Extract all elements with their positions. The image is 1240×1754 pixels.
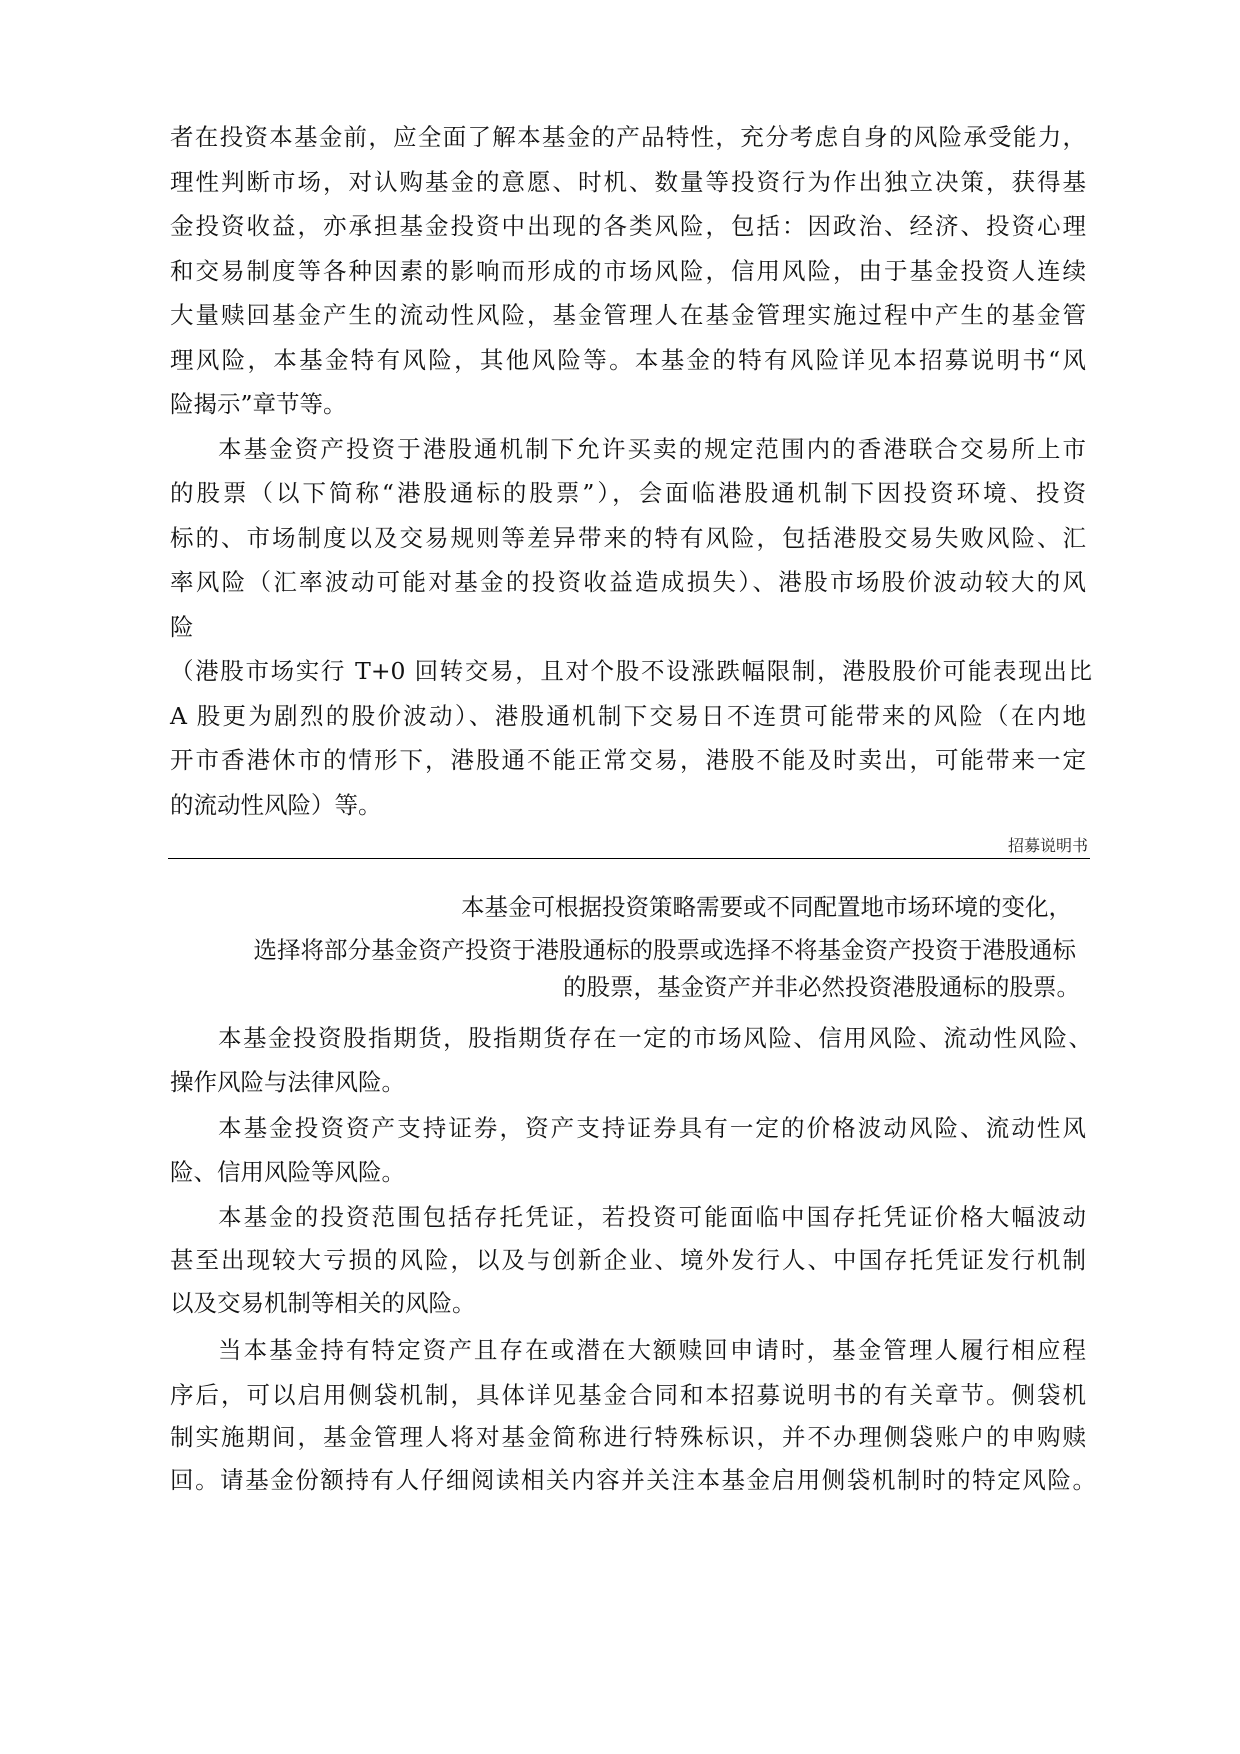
header-rule bbox=[168, 858, 1090, 859]
text-line: 标的、市场制度以及交易规则等差异带来的特有风险，包括港股交易失败风险、汇 bbox=[170, 524, 1086, 552]
text-line: 本基金投资资产支持证券，资产支持证券具有一定的价格波动风险、流动性风 bbox=[218, 1114, 1086, 1142]
text-line: A 股更为剧烈的股价波动）、港股通机制下交易日不连贯可能带来的风险（在内地 bbox=[170, 702, 1086, 730]
text-line: 的流动性风险）等。 bbox=[170, 791, 382, 819]
text-line: 选择将部分基金资产投资于港股通标的股票或选择不将基金资产投资于港股通标 bbox=[253, 936, 1076, 964]
text-line: 甚至出现较大亏损的风险，以及与创新企业、境外发行人、中国存托凭证发行机制 bbox=[170, 1246, 1086, 1274]
text-line: 以及交易机制等相关的风险。 bbox=[170, 1289, 476, 1317]
text-line: 险、信用风险等风险。 bbox=[170, 1158, 405, 1186]
text-line: 险 bbox=[170, 613, 194, 641]
text-line: 理风险，本基金特有风险，其他风险等。本基金的特有风险详见本招募说明书“风 bbox=[170, 346, 1086, 374]
text-line: 当本基金持有特定资产且存在或潜在大额赎回申请时，基金管理人履行相应程 bbox=[218, 1336, 1086, 1364]
text-line: 操作风险与法律风险。 bbox=[170, 1068, 405, 1096]
text-line: 大量赎回基金产生的流动性风险，基金管理人在基金管理实施过程中产生的基金管 bbox=[170, 301, 1086, 329]
text-line: 回。请基金份额持有人仔细阅读相关内容并关注本基金启用侧袋机制时的特定风险。 bbox=[170, 1466, 1096, 1494]
text-line: 开市香港休市的情形下，港股通不能正常交易，港股不能及时卖出，可能带来一定 bbox=[170, 746, 1086, 774]
text-line: 理性判断市场，对认购基金的意愿、时机、数量等投资行为作出独立决策，获得基 bbox=[170, 168, 1086, 196]
text-line: （港股市场实行 T+0 回转交易，且对个股不设涨跌幅限制，港股股价可能表现出比 bbox=[170, 657, 1092, 685]
text-line: 率风险（汇率波动可能对基金的投资收益造成损失）、港股市场股价波动较大的风 bbox=[170, 568, 1086, 596]
text-line: 险揭示”章节等。 bbox=[170, 390, 347, 418]
text-line: 制实施期间，基金管理人将对基金简称进行特殊标识，并不办理侧袋账户的申购赎 bbox=[170, 1423, 1086, 1451]
text-line: 本基金资产投资于港股通机制下允许买卖的规定范围内的香港联合交易所上市 bbox=[218, 435, 1086, 463]
running-header: 招募说明书 bbox=[1007, 836, 1088, 855]
text-line: 本基金可根据投资策略需要或不同配置地市场环境的变化， bbox=[461, 893, 1072, 921]
text-line: 序后，可以启用侧袋机制，具体详见基金合同和本招募说明书的有关章节。侧袋机 bbox=[170, 1381, 1086, 1409]
text-line: 的股票（以下简称“港股通标的股票”），会面临港股通机制下因投资环境、投资 bbox=[170, 479, 1086, 507]
text-line: 本基金投资股指期货，股指期货存在一定的市场风险、信用风险、流动性风险、 bbox=[218, 1024, 1092, 1052]
text-line: 本基金的投资范围包括存托凭证，若投资可能面临中国存托凭证价格大幅波动 bbox=[218, 1203, 1086, 1231]
text-line: 的股票，基金资产并非必然投资港股通标的股票。 bbox=[563, 973, 1080, 1001]
text-line: 金投资收益，亦承担基金投资中出现的各类风险，包括：因政治、经济、投资心理 bbox=[170, 212, 1086, 240]
text-line: 和交易制度等各种因素的影响而形成的市场风险，信用风险，由于基金投资人连续 bbox=[170, 257, 1086, 285]
text-line: 者在投资本基金前，应全面了解本基金的产品特性，充分考虑自身的风险承受能力， bbox=[170, 123, 1086, 151]
